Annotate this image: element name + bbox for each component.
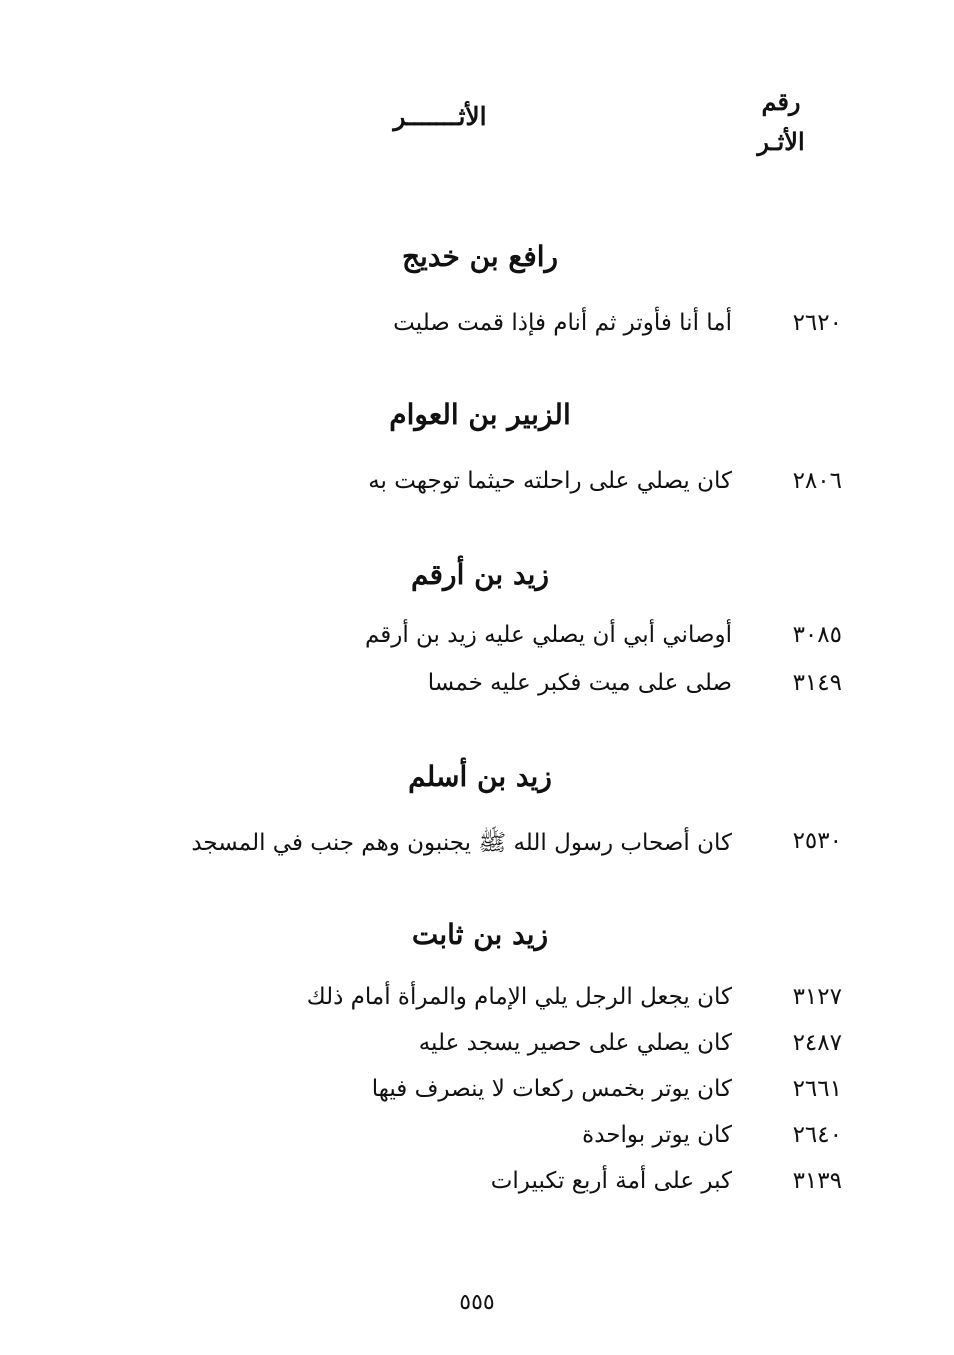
list-item — [0, 1168, 954, 1208]
entry-number: ٣١٣٩ — [792, 1168, 842, 1194]
entry-number: ٣٠٨٥ — [792, 622, 842, 648]
entry-number: ٢٦٢٠ — [792, 310, 842, 336]
entry-number: ٢٨٠٦ — [792, 468, 842, 494]
entry-text: كان يصلي على حصير يسجد عليه — [418, 1030, 732, 1056]
list-item — [0, 310, 954, 350]
column-header-number-line2: الأثـر — [757, 127, 805, 156]
entry-number: ٣١٤٩ — [792, 670, 842, 696]
list-item — [0, 622, 954, 662]
list-item — [0, 828, 954, 868]
entry-text: كان يصلي على راحلته حيثما توجهت به — [368, 468, 732, 494]
entry-number: ٢٦٤٠ — [792, 1122, 842, 1148]
list-item — [0, 1030, 954, 1070]
entry-text: أوصاني أبي أن يصلي عليه زيد بن أرقم — [364, 622, 732, 648]
list-item — [0, 670, 954, 710]
list-item — [0, 1076, 954, 1116]
entry-text: صلى على ميت فكبر عليه خمسا — [427, 670, 732, 696]
column-header-number-line1: رقم — [761, 87, 801, 116]
list-item — [0, 468, 954, 508]
page-number: ٥٥٥ — [459, 1290, 495, 1315]
section-title: زيد بن أرقم — [411, 558, 549, 591]
entry-text: كبر على أمة أربع تكبيرات — [490, 1168, 732, 1194]
entry-text: أما أنا فأوتر ثم أنام فإذا قمت صليت — [393, 310, 732, 336]
entry-number: ٢٦٦١ — [792, 1076, 842, 1102]
section-title: الزبير بن العوام — [389, 398, 571, 431]
column-header-number — [736, 82, 826, 162]
entry-number: ٣١٢٧ — [792, 984, 842, 1010]
entry-text: كان يوتر بخمس ركعات لا ينصرف فيها — [371, 1076, 732, 1102]
section-title: رافع بن خديج — [401, 240, 559, 273]
section-title: زيد بن ثابت — [411, 918, 549, 951]
entry-number: ٢٥٣٠ — [792, 828, 842, 854]
entry-text: كان يجعل الرجل يلي الإمام والمرأة أمام ذلك — [306, 984, 732, 1010]
section-title: زيد بن أسلم — [408, 760, 552, 793]
column-header-title: الأثـــــــر — [393, 102, 487, 131]
list-item — [0, 1122, 954, 1162]
entry-text: كان يوتر بواحدة — [582, 1122, 732, 1148]
entry-text: كان أصحاب رسول الله ﷺ يجنبون وهم جنب في المسجد — [191, 830, 732, 856]
list-item — [0, 984, 954, 1024]
entry-number: ٢٤٨٧ — [792, 1030, 842, 1056]
